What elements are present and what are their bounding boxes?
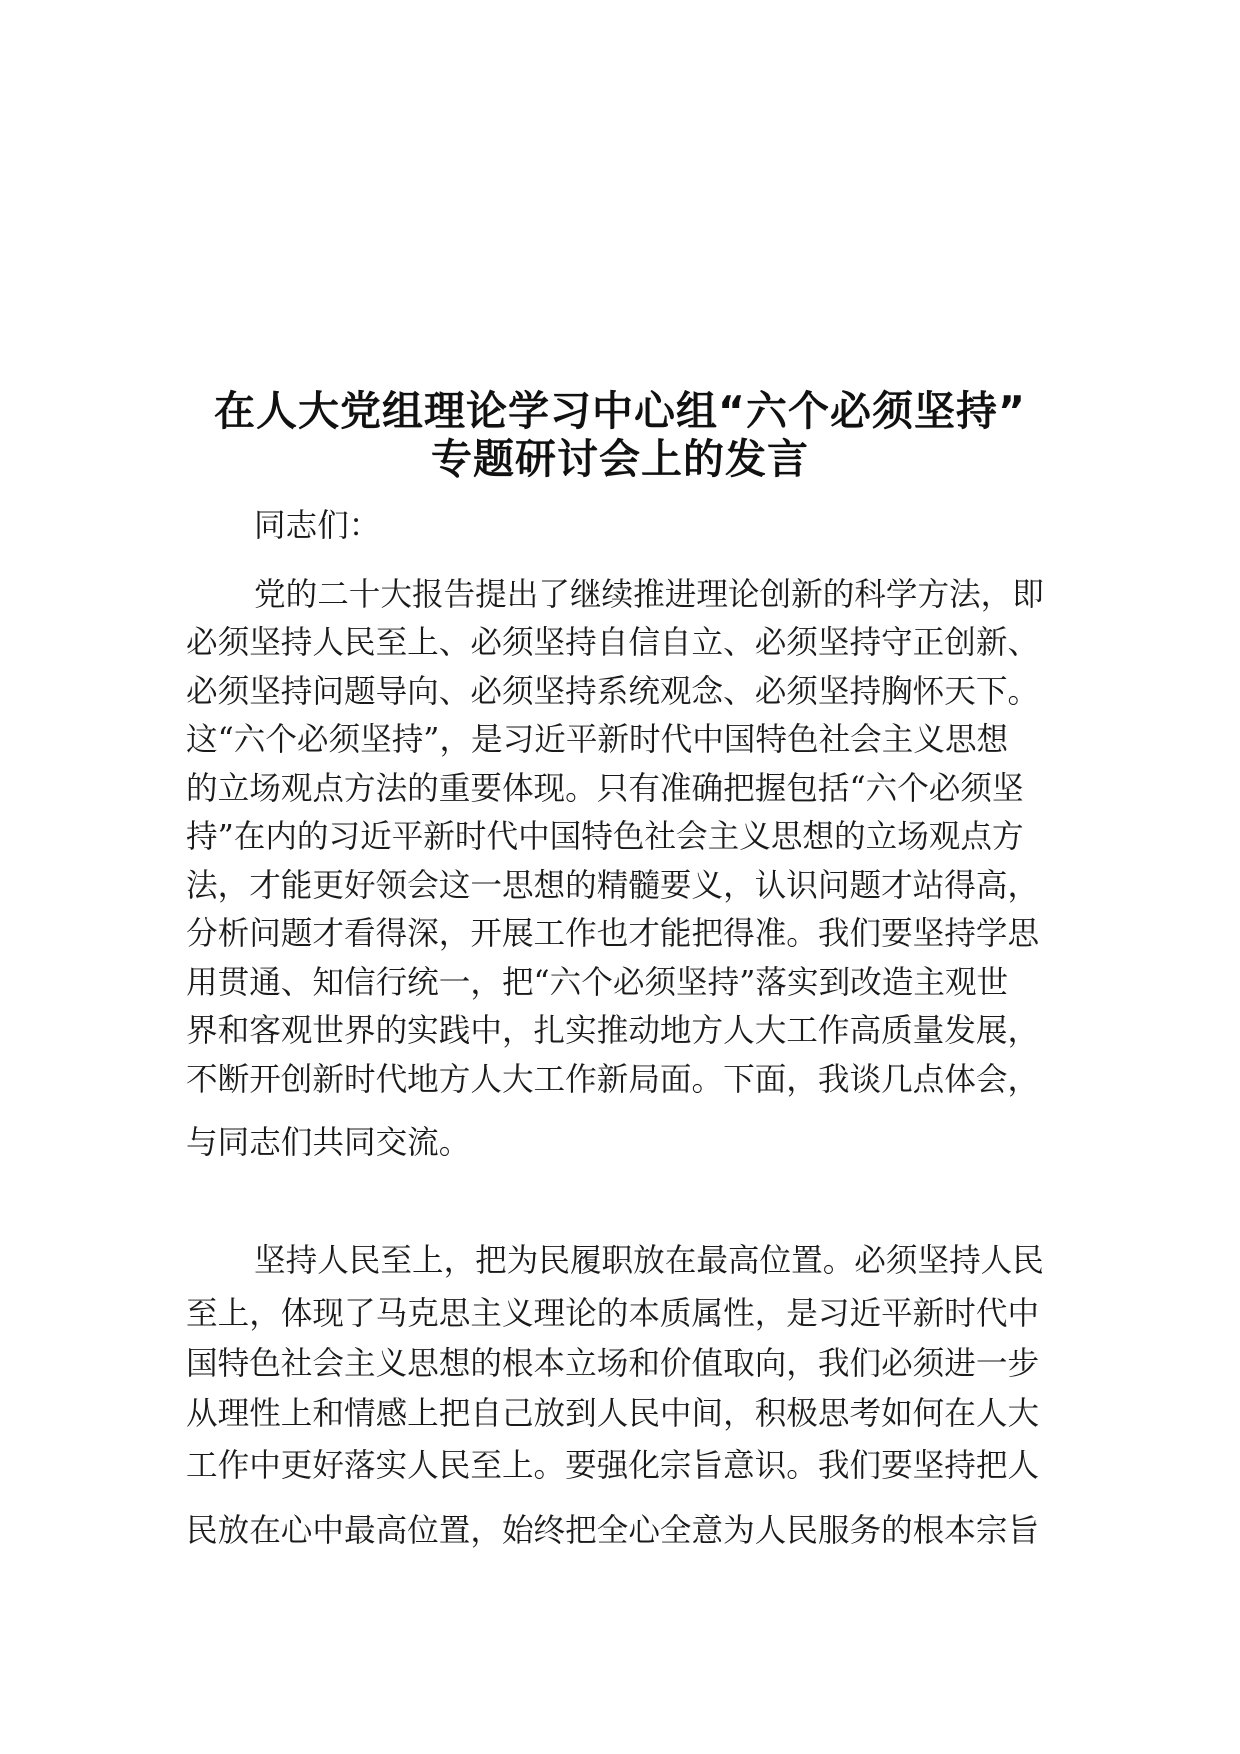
paragraph-1-line-6: 持”在内的习近平新时代中国特色社会主义思想的立场观点方 [186, 819, 1024, 855]
paragraph-1-line-4: 这“六个必须坚持”，是习近平新时代中国特色社会主义思想 [186, 722, 1009, 758]
paragraph-2-line-2: 至上，体现了马克思主义理论的本质属性，是习近平新时代中 [186, 1296, 1040, 1332]
paragraph-2-line-6: 民放在心中最高位置，始终把全心全意为人民服务的根本宗旨 [186, 1513, 1040, 1549]
document-title-line-1: 在人大党组理论学习中心组“六个必须坚持” [214, 387, 1026, 435]
paragraph-1-line-3: 必须坚持问题导向、必须坚持系统观念、必须坚持胸怀天下。 [186, 674, 1040, 710]
document-title-line-2: 专题研讨会上的发言 [431, 435, 809, 483]
paragraph-1-line-11: 不断开创新时代地方人大工作新局面。下面，我谈几点体会， [186, 1062, 1040, 1098]
paragraph-1-line-1: 党的二十大报告提出了继续推进理论创新的科学方法，即 [254, 577, 1044, 613]
paragraph-2-line-5: 工作中更好落实人民至上。要强化宗旨意识。我们要坚持把人 [186, 1448, 1040, 1484]
paragraph-2-line-4: 从理性上和情感上把自己放到人民中间，积极思考如何在人大 [186, 1396, 1040, 1432]
paragraph-2-line-3: 国特色社会主义思想的根本立场和价值取向，我们必须进一步 [186, 1346, 1040, 1382]
paragraph-1-line-2: 必须坚持人民至上、必须坚持自信自立、必须坚持守正创新、 [186, 625, 1040, 661]
paragraph-1-line-7: 法，才能更好领会这一思想的精髓要义，认识问题才站得高， [186, 868, 1040, 904]
paragraph-1-line-9: 用贯通、知信行统一，把“六个必须坚持”落实到改造主观世 [186, 965, 1009, 1001]
paragraph-1-line-12: 与同志们共同交流。 [186, 1125, 471, 1161]
paragraph-1-line-8: 分析问题才看得深，开展工作也才能把得准。我们要坚持学思 [186, 916, 1040, 952]
greeting: 同志们： [254, 508, 381, 544]
paragraph-1-line-5: 的立场观点方法的重要体现。只有准确把握包括“六个必须坚 [186, 771, 1024, 807]
paragraph-2-line-1: 坚持人民至上，把为民履职放在最高位置。必须坚持人民 [254, 1243, 1044, 1279]
paragraph-1-line-10: 界和客观世界的实践中，扎实推动地方人大工作高质量发展， [186, 1013, 1040, 1049]
